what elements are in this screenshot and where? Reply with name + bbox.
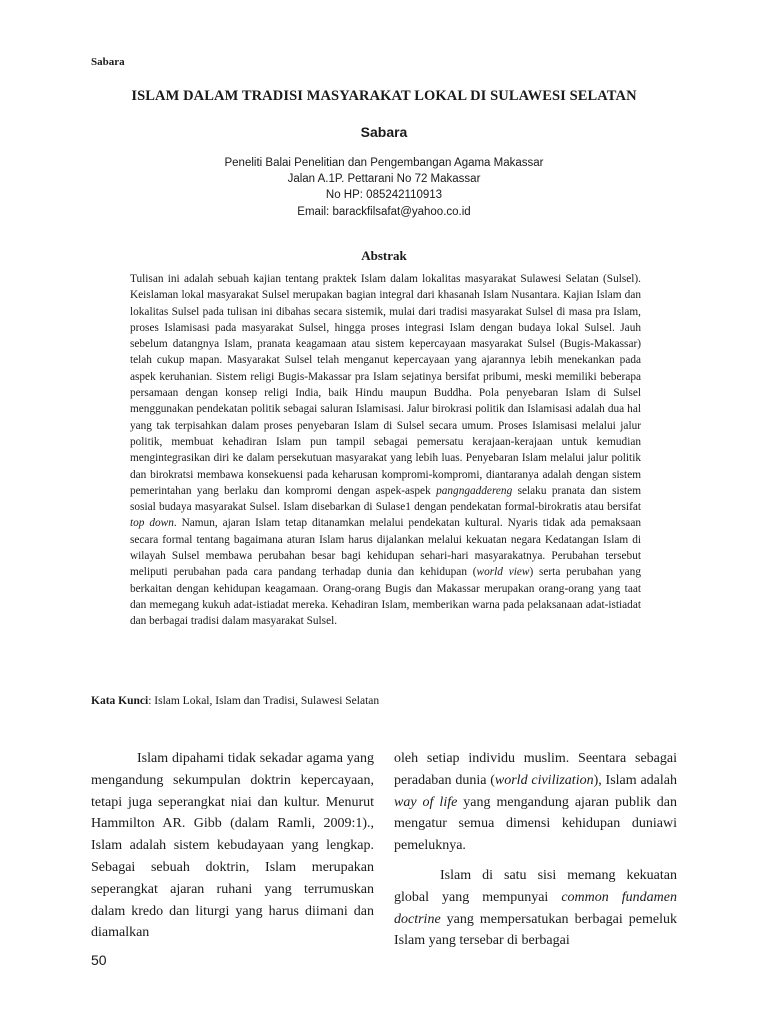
paper-title: ISLAM DALAM TRADISI MASYARAKAT LOKAL DI SULAWESI SELATAN [131,88,637,104]
abstract-heading: Abstrak [361,248,407,263]
body-column-right [394,748,677,952]
abstract-text-4: ) serta perubahan yang berkaitan dengan kehidupan keagamaan. Orang-orang Bugis dan Makassar merupakan orang-orang yang taat dan memegang kukuh adat-istiadat mereka. Kehadiran Islam, memberikan warna pada pelaksanaan adat-istiadat dan berbagai tradisi dalam masyarakat Sulsel. [130,566,641,628]
running-head: Sabara [91,56,125,68]
affiliation-address: Jalan A.1P. Pettarani No 72 Makassar [287,173,481,186]
body-text: ), Islam adalah [593,772,677,788]
body-text: oleh setiap individu muslim. Seentara sebagai peradaban dunia ( [394,751,677,788]
body-text: yang mempersatukan berbagai pemeluk Islam yang tersebar di berbagai [394,911,677,949]
affiliation-phone: No HP: 085242110913 [325,189,443,202]
body-term-common-fundamen-doctrine: common fundamen doctrine [394,889,677,927]
keywords-label: Kata Kunci [91,695,149,707]
author-affiliation [0,155,768,220]
abstract-text-3: . Namun, ajaran Islam tetap ditanamkan melalui pendekatan kultural. Nyaris tidak ada pemaksaan secara formal tentang bagaimana aturan Islam harus dijalankan melalui kekuatan negara Kedatangan Islam di wilayah Sulsel membawa perubahan besar bagi kehidupan sehari-hari masyarakatnya. Perubahan tersebut meliputi perubahan pada cara pandang terhadap dunia dan kehidupan ( [130,517,641,579]
keywords-value: : Islam Lokal, Islam dan Tradisi, Sulawesi Selatan [148,695,380,707]
abstract-text-2: selaku pranata dan sistem sosial budaya masyarakat Sulsel. Islam disebarkan di Sulase1 dengan pendekatan formal-birokratis atau bersifat [130,484,641,514]
page-number: 50 [91,952,107,968]
body-paragraph: Islam dipahami tidak sekadar agama yang mengandung sekumpulan doktrin kepercayaan, tetapi juga seperangkat niai dan kultur. Menurut Hammilton AR. Gibb (dalam Ramli, 2009:1)., Islam adalah sistem kebudayaan yang lengkap. Sebagai sebuah doktrin, Islam merupakan seperangkat ajaran ruhani yang terrumuskan dalam kredo dan liturgi yang harus diimani dan diamalkan [91,751,374,941]
keywords [91,695,379,707]
body-text: Islam di satu sisi memang kekuatan global yang mempunyai [394,867,677,905]
abstract-term-world-view: world view [476,566,530,579]
body-term-world-civilization: world civilization [494,772,594,788]
abstract-text-1: Tulisan ini adalah sebuah kajian tentang praktek Islam dalam lokalitas masyarakat Sulawesi Selatan (Sulsel). Keislaman lokal masyarakat Sulsel merupakan bagian integral dari khasanah Islam Nusantara. Kajian Islam dan lokalitas Sulsel pada tulisan ini dibahas secara sistemik, mulai dari tradisi masyarakat Sulsel di masa pra Islam, proses Islamisasi pada masyarakat Sulsel, hingga proses integrasi Islam dengan budaya lokal Sulsel. Jauh sebelum datangnya Islam, pranata keagamaan atau sistem kepercayaan masyarakat Sulsel (Bugis-Makassar) telah cukup mapan. Masyarakat Sulsel telah menganut kepercayaan yang ajarannya lebih menekankan pada aspek keruhanian. Sistem religi Bugis-Makassar pra Islam sejatinya bersifat pribumi, meski memiliki beberapa persamaan dengan konsep religi India, baik Hindu maupun Buddha. Pola penyebaran Islam di Sulsel menggunakan pendekatan politik sebagai saluran Islamisasi. Jalur birokrasi politik dan Islamisasi adalah dua hal yang tak terpisahkan dalam proses penyebaran Islam di Sulsel secara umum. Proses Islamisasi melalui jalur politik, membuat kehadiran Islam pun tampil sebagai pemersatu kerajaan-kerajaan untuk kemudian mengintegrasikan diri ke dalam persekutuan masyarakat yang lebih luas. Penyebaran Islam melalui jalur politik dan birokratsi membawa konsekuensi pada keharusan kompromi-kompromi, diantaranya adalah dengan sistem pemerintahan yang berlaku dan kompromi dengan aspek-aspek [130,273,641,497]
author-name: Sabara [360,124,408,140]
body-column-left [91,748,374,944]
body-term-way-of-life: way of life [394,794,458,810]
abstract-term-pangngaddereng: pangngaddereng [436,484,513,497]
body-paragraph [394,748,677,857]
body-paragraph [394,865,677,952]
abstract-body [130,271,641,630]
abstract-term-top-down: top down [130,517,174,530]
affiliation-institution: Peneliti Balai Penelitian dan Pengembangan Agama Makassar [224,157,544,169]
abstract-paragraph [130,271,641,630]
body-text: yang mengandung ajaran publik dan mengatur semua dimensi kehidupan duniawi pemeluknya. [394,794,677,854]
affiliation-email: Email: barackfilsafat@yahoo.co.id [297,205,471,218]
